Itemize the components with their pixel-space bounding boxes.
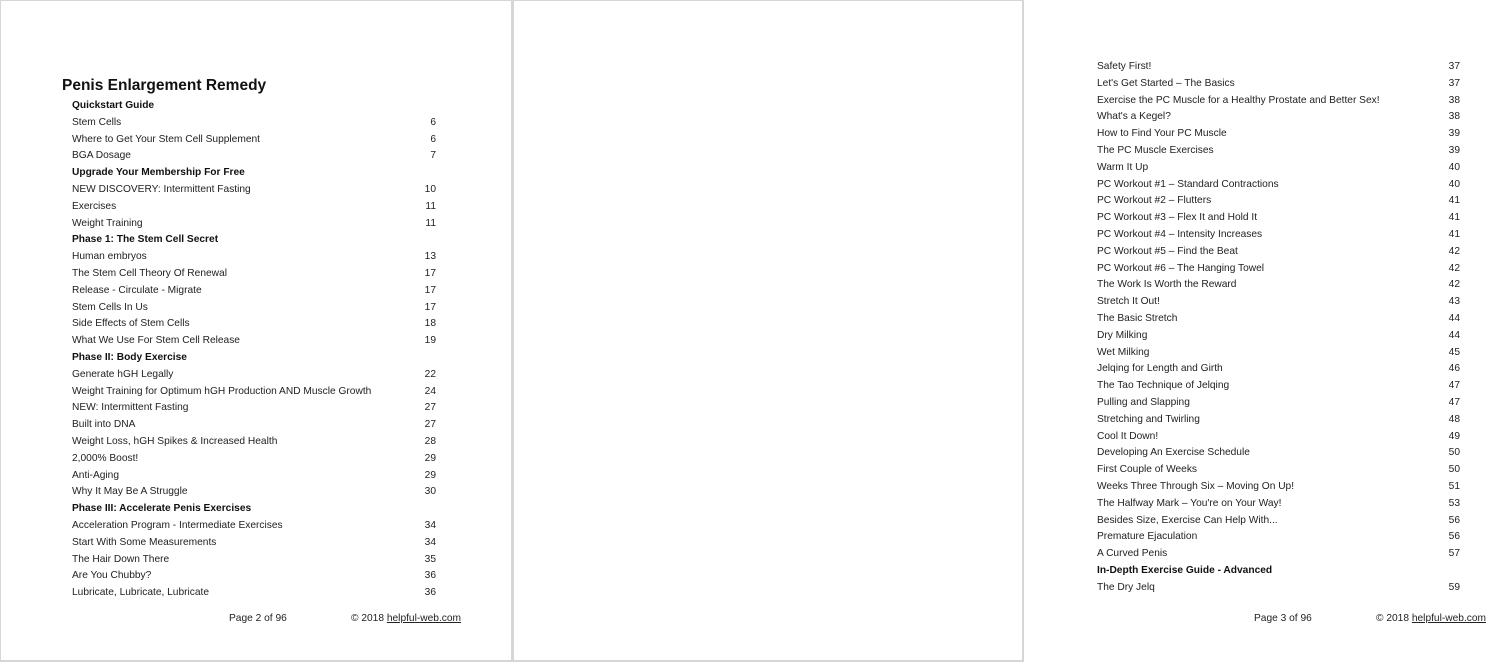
toc-entry-title: Phase 1: The Stem Cell Secret	[72, 234, 219, 246]
toc-entry-title: The Basic Stretch	[1097, 312, 1178, 324]
toc-section-heading	[72, 98, 436, 115]
toc-page-number: 6	[430, 133, 436, 145]
toc-entry-title: Stem Cells In Us	[72, 301, 148, 313]
toc-page-number: 56	[1448, 531, 1460, 543]
toc-page-number: 18	[424, 318, 436, 330]
toc-entry[interactable]	[72, 568, 436, 585]
toc-entry-title: Dry Milking	[1097, 329, 1148, 341]
copyright-text: © 2018	[1376, 613, 1409, 624]
toc-page-number: 46	[1448, 363, 1460, 375]
toc-page-number: 45	[1448, 346, 1460, 358]
toc-entry-title: What's a Kegel?	[1097, 111, 1171, 123]
toc-page-number: 27	[424, 419, 436, 431]
toc-page-number: 40	[1448, 178, 1460, 190]
toc-entry[interactable]	[72, 199, 436, 216]
toc-page-number: 51	[1448, 480, 1460, 492]
toc-entry[interactable]	[72, 367, 436, 384]
copyright-footer	[1376, 613, 1486, 624]
toc-entry-title: Stem Cells	[72, 116, 122, 128]
toc-entry[interactable]	[72, 585, 436, 602]
toc-page-number: 56	[1448, 514, 1460, 526]
toc-page-number: 50	[1448, 447, 1460, 459]
toc-page-number	[416, 350, 436, 367]
toc-entry-title: PC Workout #6 – The Hanging Towel	[1097, 262, 1265, 274]
toc-entry-title: The Halfway Mark – You're on Your Way!	[1097, 497, 1282, 509]
toc-entry[interactable]	[72, 115, 436, 132]
toc-entry-title: Phase III: Accelerate Penis Exercises	[72, 503, 252, 515]
table-of-contents-left	[72, 98, 436, 602]
toc-entry[interactable]	[1097, 328, 1460, 345]
toc-entry[interactable]	[1097, 395, 1460, 412]
toc-entry-title: PC Workout #1 – Standard Contractions	[1097, 178, 1279, 190]
toc-page-number: 35	[424, 553, 436, 565]
toc-entry[interactable]	[72, 552, 436, 569]
toc-page-number: 44	[1448, 329, 1460, 341]
toc-entry-title: The Hair Down There	[72, 553, 170, 565]
toc-entry[interactable]	[72, 283, 436, 300]
toc-entry-title: Warm It Up	[1097, 161, 1149, 173]
toc-page-number: 17	[424, 301, 436, 313]
toc-entry[interactable]	[1097, 294, 1460, 311]
toc-section-heading	[72, 165, 436, 182]
toc-entry-title: Let's Get Started – The Basics	[1097, 77, 1235, 89]
toc-entry-title: NEW: Intermittent Fasting	[72, 402, 189, 414]
toc-entry-title: Weeks Three Through Six – Moving On Up!	[1097, 480, 1295, 492]
toc-page-number	[416, 501, 436, 518]
toc-entry-title: Why It May Be A Struggle	[72, 486, 188, 498]
toc-entry[interactable]	[72, 333, 436, 350]
website-link[interactable]: helpful-web.com	[1411, 613, 1486, 624]
toc-entry[interactable]	[1097, 546, 1460, 563]
toc-entry[interactable]	[1097, 59, 1460, 76]
page-number-label: Page 2 of 96	[229, 613, 287, 624]
toc-entry[interactable]	[72, 316, 436, 333]
toc-page-number: 29	[424, 452, 436, 464]
toc-entry-title: Are You Chubby?	[72, 570, 152, 582]
toc-entry[interactable]	[72, 216, 436, 233]
toc-page-number: 6	[430, 116, 436, 128]
toc-entry[interactable]	[1097, 177, 1460, 194]
toc-entry-title: Weight Training	[72, 217, 143, 229]
toc-entry[interactable]	[1097, 227, 1460, 244]
toc-entry-title: Exercise the PC Muscle for a Healthy Prostate and Better Sex!	[1097, 94, 1380, 106]
toc-entry[interactable]	[1097, 361, 1460, 378]
toc-entry[interactable]	[72, 518, 436, 535]
toc-entry-title: In-Depth Exercise Guide - Advanced	[1097, 564, 1273, 576]
copyright-text: © 2018	[351, 613, 384, 624]
toc-page-number: 48	[1448, 413, 1460, 425]
toc-entry[interactable]	[72, 417, 436, 434]
toc-page-number: 40	[1448, 161, 1460, 173]
toc-entry[interactable]	[1097, 311, 1460, 328]
toc-entry-title: Generate hGH Legally	[72, 368, 174, 380]
toc-page-number: 44	[1448, 312, 1460, 324]
toc-entry[interactable]	[72, 132, 436, 149]
toc-entry[interactable]	[72, 182, 436, 199]
toc-page-number: 47	[1448, 396, 1460, 408]
copyright-footer	[351, 613, 461, 624]
toc-page-number: 38	[1448, 94, 1460, 106]
toc-entry[interactable]	[72, 434, 436, 451]
toc-entry-title: Weight Loss, hGH Spikes & Increased Health	[72, 435, 278, 447]
toc-entry[interactable]	[1097, 210, 1460, 227]
toc-entry-title: Start With Some Measurements	[72, 536, 217, 548]
toc-page-number: 41	[1448, 195, 1460, 207]
toc-entry-title: Cool It Down!	[1097, 430, 1159, 442]
toc-entry-title: Lubricate, Lubricate, Lubricate	[72, 587, 210, 599]
toc-entry[interactable]	[1097, 445, 1460, 462]
toc-page-number: 42	[1448, 245, 1460, 257]
toc-section-heading	[72, 232, 436, 249]
toc-entry-title: Wet Milking	[1097, 346, 1150, 358]
toc-entry[interactable]	[1097, 193, 1460, 210]
toc-entry[interactable]	[1097, 429, 1460, 446]
toc-page-number: 30	[424, 486, 436, 498]
toc-page-number: 34	[424, 536, 436, 548]
toc-entry[interactable]	[1097, 580, 1460, 597]
toc-section-heading	[1097, 563, 1460, 580]
toc-page-number: 34	[424, 519, 436, 531]
toc-entry-title: Exercises	[72, 200, 117, 212]
toc-entry-title: PC Workout #4 – Intensity Increases	[1097, 228, 1263, 240]
toc-entry[interactable]	[1097, 378, 1460, 395]
toc-page-number: 17	[424, 284, 436, 296]
page-2	[0, 0, 512, 662]
toc-page-number: 27	[424, 402, 436, 414]
toc-entry-title: A Curved Penis	[1097, 548, 1168, 560]
toc-entry-title: The PC Muscle Exercises	[1097, 144, 1214, 156]
toc-page-number: 10	[424, 183, 436, 195]
toc-page-number: 36	[424, 587, 436, 599]
toc-page-number: 50	[1448, 464, 1460, 476]
toc-entry[interactable]	[72, 249, 436, 266]
toc-entry-title: Release - Circulate - Migrate	[72, 284, 202, 296]
toc-entry-title: Built into DNA	[72, 419, 136, 431]
toc-page-number: 53	[1448, 497, 1460, 509]
toc-entry[interactable]	[1097, 93, 1460, 110]
toc-entry-title: Upgrade Your Membership For Free	[72, 167, 245, 179]
toc-entry-title: Human embryos	[72, 251, 147, 263]
toc-entry[interactable]	[1097, 277, 1460, 294]
page-number-label: Page 3 of 96	[1254, 613, 1312, 624]
toc-page-number: 38	[1448, 111, 1460, 123]
toc-entry[interactable]	[72, 300, 436, 317]
toc-entry-title: Acceleration Program - Intermediate Exercises	[72, 519, 283, 531]
toc-entry-title: Where to Get Your Stem Cell Supplement	[72, 133, 260, 145]
toc-entry[interactable]	[1097, 513, 1460, 530]
toc-entry[interactable]	[72, 266, 436, 283]
toc-entry[interactable]	[72, 400, 436, 417]
toc-entry-title: The Dry Jelq	[1097, 581, 1155, 593]
toc-page-number: 42	[1448, 279, 1460, 291]
toc-page-number: 57	[1448, 548, 1460, 560]
toc-entry-title: BGA Dosage	[72, 150, 131, 162]
toc-page-number: 11	[425, 217, 436, 229]
toc-entry[interactable]	[1097, 160, 1460, 177]
toc-page-number: 42	[1448, 262, 1460, 274]
toc-page-number: 17	[424, 267, 436, 279]
toc-entry-title: The Stem Cell Theory Of Renewal	[72, 267, 227, 279]
toc-entry-title: Besides Size, Exercise Can Help With...	[1097, 514, 1278, 526]
toc-page-number: 28	[424, 435, 436, 447]
toc-entry-title: Stretch It Out!	[1097, 296, 1160, 308]
toc-entry-title: Quickstart Guide	[72, 100, 155, 111]
toc-page-number: 37	[1448, 77, 1460, 89]
toc-entry-title: Weight Training for Optimum hGH Production AND Muscle Growth	[72, 385, 372, 397]
toc-entry-title: Stretching and Twirling	[1097, 413, 1200, 425]
toc-entry[interactable]	[72, 484, 436, 501]
toc-page-number: 13	[424, 251, 436, 263]
toc-page-number: 29	[424, 469, 436, 481]
website-link[interactable]: helpful-web.com	[386, 613, 462, 624]
toc-page-number: 11	[425, 200, 436, 212]
toc-page-number: 41	[1448, 228, 1460, 240]
toc-section-heading	[72, 501, 436, 518]
toc-entry-title: NEW DISCOVERY: Intermittent Fasting	[72, 183, 251, 195]
toc-page-number: 59	[1448, 581, 1460, 593]
toc-page-number: 19	[424, 335, 436, 347]
toc-entry[interactable]	[1097, 345, 1460, 362]
toc-entry-title: Anti-Aging	[72, 469, 120, 481]
toc-entry[interactable]	[1097, 261, 1460, 278]
toc-entry-title: Side Effects of Stem Cells	[72, 318, 190, 330]
toc-page-number	[416, 232, 436, 249]
toc-page-number: 39	[1448, 128, 1460, 140]
toc-entry-title: PC Workout #2 – Flutters	[1097, 195, 1212, 207]
toc-entry[interactable]	[1097, 109, 1460, 126]
toc-entry-title: Developing An Exercise Schedule	[1097, 447, 1250, 459]
toc-entry-title: The Tao Technique of Jelqing	[1097, 380, 1230, 392]
toc-entry[interactable]	[72, 451, 436, 468]
toc-page-number: 24	[424, 385, 436, 397]
toc-page-number: 36	[424, 570, 436, 582]
toc-entry[interactable]	[1097, 496, 1460, 513]
document-title: Penis Enlargement Remedy	[62, 77, 267, 94]
toc-entry[interactable]	[72, 468, 436, 485]
toc-entry[interactable]	[1097, 143, 1460, 160]
toc-entry[interactable]	[1097, 244, 1460, 261]
toc-entry-title: The Work Is Worth the Reward	[1097, 279, 1237, 291]
toc-entry[interactable]	[72, 384, 436, 401]
toc-entry-title: Safety First!	[1097, 61, 1152, 72]
toc-page-number: 49	[1448, 430, 1460, 442]
toc-entry-title: 2,000% Boost!	[72, 452, 139, 464]
toc-entry[interactable]	[72, 148, 436, 165]
toc-entry[interactable]	[1097, 529, 1460, 546]
toc-entry[interactable]	[1097, 479, 1460, 496]
toc-page-number: 47	[1448, 380, 1460, 392]
toc-page-number	[416, 98, 436, 115]
toc-entry[interactable]	[1097, 412, 1460, 429]
toc-page-number: 22	[424, 368, 436, 380]
toc-entry-title: Jelqing for Length and Girth	[1097, 363, 1223, 375]
toc-page-number	[416, 165, 436, 182]
page-3	[514, 0, 1486, 662]
toc-entry[interactable]	[1097, 76, 1460, 93]
table-of-contents-right	[1097, 59, 1460, 597]
toc-entry-title: Pulling and Slapping	[1097, 396, 1190, 408]
toc-page-number: 37	[1448, 61, 1460, 72]
toc-entry-title: PC Workout #5 – Find the Beat	[1097, 245, 1238, 257]
toc-entry-title: PC Workout #3 – Flex It and Hold It	[1097, 212, 1258, 224]
toc-page-number: 43	[1448, 296, 1460, 308]
toc-entry-title: Phase II: Body Exercise	[72, 351, 187, 363]
toc-entry[interactable]	[1097, 462, 1460, 479]
toc-page-number: 7	[430, 150, 436, 162]
toc-entry[interactable]	[72, 535, 436, 552]
toc-entry[interactable]	[1097, 126, 1460, 143]
toc-page-number	[1440, 563, 1460, 580]
toc-page-number: 41	[1448, 212, 1460, 224]
toc-entry-title: How to Find Your PC Muscle	[1097, 128, 1227, 140]
toc-entry-title: What We Use For Stem Cell Release	[72, 335, 240, 347]
toc-page-number: 39	[1448, 144, 1460, 156]
toc-entry-title: First Couple of Weeks	[1097, 464, 1198, 476]
toc-section-heading	[72, 350, 436, 367]
toc-entry-title: Premature Ejaculation	[1097, 531, 1198, 543]
